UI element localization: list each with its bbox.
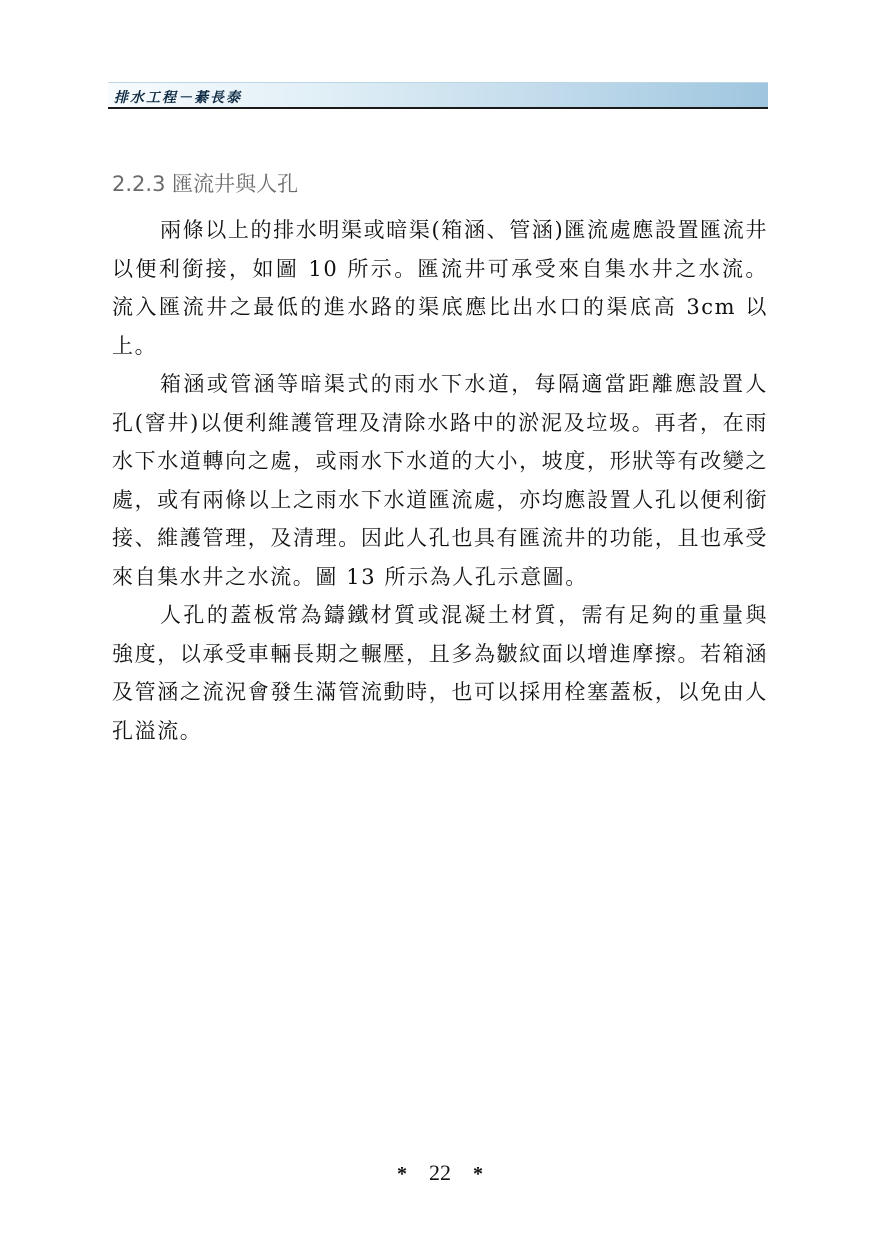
body-text bbox=[112, 211, 768, 750]
page-footer bbox=[0, 1160, 880, 1186]
running-header-title: 排水工程－綦長泰 bbox=[114, 90, 242, 106]
footer-star-right: * bbox=[473, 1163, 483, 1185]
paragraph: 兩條以上的排水明渠或暗渠(箱涵、管涵)匯流處應設置匯流井以便利銜接，如圖 10 所示。匯流井可承受來自集水井之水流。流入匯流井之最低的進水路的渠底應比出水口的渠底高 3cm 以上。 bbox=[112, 218, 768, 358]
paragraph: 人孔的蓋板常為鑄鐵材質或混凝土材質，需有足夠的重量與強度，以承受車輛長期之輾壓，且多為皺紋面以增進摩擦。若箱涵及管涵之流況會發生滿管流動時，也可以採用栓塞蓋板，以免由人孔溢流。 bbox=[112, 603, 768, 743]
running-header bbox=[108, 82, 768, 108]
page-number: 22 bbox=[429, 1160, 451, 1185]
footer-star-left: * bbox=[397, 1163, 407, 1185]
header-divider bbox=[108, 107, 768, 109]
paragraph: 箱涵或管涵等暗渠式的雨水下水道，每隔適當距離應設置人孔(窨井)以便利維護管理及清除水路中的淤泥及垃圾。再者，在雨水下水道轉向之處，或雨水下水道的大小，坡度，形狀等有改變之處，或有兩條以上之雨水下水道匯流處，亦均應設置人孔以便利銜接、維護管理，及清理。因此人孔也具有匯流井的功能，且也承受來自集水井之水流。圖 13 所示為人孔示意圖。 bbox=[112, 372, 768, 589]
section-heading: 2.2.3 匯流井與人孔 bbox=[112, 172, 299, 196]
